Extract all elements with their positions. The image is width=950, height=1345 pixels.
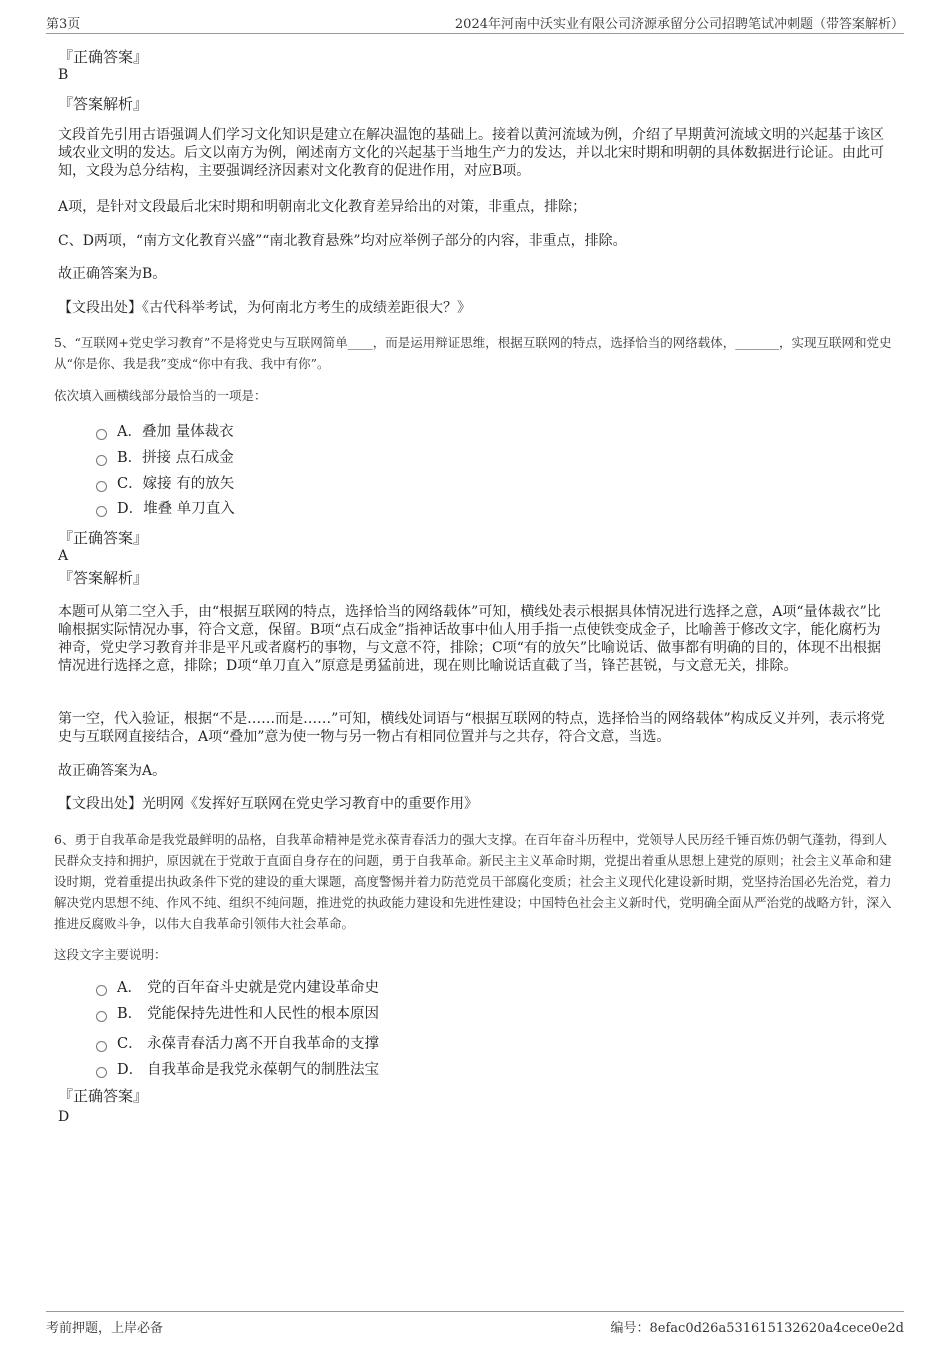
option-text: 叠加 量体裁衣 (141, 424, 234, 440)
q6-prompt: 这段文字主要说明： (54, 947, 167, 962)
radio-icon[interactable] (96, 1011, 107, 1022)
q5-answer-label: 『正确答案』 (58, 529, 149, 547)
option-letter: C． (117, 1036, 143, 1052)
q6-stem: 6、勇于自我革命是我党最鲜明的品格，自我革命精神是党永葆青春活力的强大支撑。在百年奋斗历程中，党领导人民历经千锤百炼仍朝气蓬勃，得到人民群众支持和拥护，原因就在于党敢于直面自身存在的问题，勇于自我革命。新民主主义革命时期，党提出着重从思想上建党的原则；社会主义革命和建设时期，党着重提出执政条件下党的建设的重大课题，高度警惕并着力防范党员干部腐化变质；社会主义现代化建设新时期，党坚持治国必先治党，着力解决党内思想不纯、作风不纯、组织不纯问题，推进党的执政能力建设和先进性建设；中国特色社会主义新时代，党明确全面从严治党的战略方针，深入推进反腐败斗争，以伟大自我革命引领伟大社会革命。 (54, 832, 892, 931)
q5-analysis-paragraph-3: 故正确答案为A。 (58, 763, 167, 779)
q5-stem: 5、“互联网+党史学习教育”不是将党史与互联网简单____，而是运用辩证思维，根据互联网的特点，选择恰当的网络载体，_______，实现互联网和党史从“你是你、我是我”变成“你中有我、我中有你”。 (54, 335, 892, 371)
q5-analysis-paragraph-1: 本题可从第二空入手，由“根据互联网的特点，选择恰当的网络载体”可知，横线处表示根据具体情况进行选择之意，A项“量体裁衣”比喻根据实际情况办事，符合文意，保留。B项“点石成金”指神话故事中仙人用手指一点使铁变成金子，比喻善于修改文字，能化腐朽为神奇，党史学习教育并非是平凡或者腐朽的事物，与文意不符，排除；C项“有的放矢”比喻说话、做事都有明确的目的，体现不出根据情况进行选择之意，排除；D项“单刀直入”原意是勇猛前进，现在则比喻说话直截了当，锋芒甚锐，与文意无关，排除。 (58, 604, 882, 674)
q5-option-c[interactable] (96, 475, 234, 493)
option-text: 拼接 点石成金 (142, 450, 234, 466)
option-letter: D． (117, 1062, 144, 1078)
page-header (46, 13, 904, 34)
document-title: 2024年河南中沃实业有限公司济源承留分公司招聘笔试冲刺题（带答案解析） (454, 17, 904, 32)
q5-answer: A (58, 548, 69, 564)
q4-analysis-paragraph-1: 文段首先引用古语强调人们学习文化知识是建立在解决温饱的基础上。接着以黄河流域为例，介绍了早期黄河流域文明的兴起基于该区域农业文明的发达。后文以南方为例，阐述南方文化的兴起基于当地生产力的发达，并以北宋时期和明朝的具体数据进行论证。由此可知，文段为总分结构，主要强调经济因素对文化教育的促进作用，对应B项。 (58, 127, 884, 179)
radio-icon[interactable] (96, 985, 107, 996)
radio-icon[interactable] (96, 1067, 107, 1078)
option-text: 嫁接 有的放矢 (142, 476, 235, 492)
page-number: 第3页 (46, 17, 81, 32)
radio-icon[interactable] (96, 455, 107, 466)
q5-source: 【文段出处】光明网《发挥好互联网在党史学习教育中的重要作用》 (58, 796, 478, 812)
option-letter: D． (117, 501, 144, 517)
q4-answer: B (58, 67, 69, 83)
q5-prompt: 依次填入画横线部分最恰当的一项是： (54, 388, 267, 403)
option-letter: B． (117, 450, 143, 466)
q4-analysis-paragraph-2: A项，是针对文段最后北宋时期和明朝南北文化教育差异给出的对策，非重点，排除； (58, 199, 587, 215)
document-id: 编号：8efac0d26a531615132620a4cece0e2d (610, 1321, 904, 1336)
q5-analysis-label: 『答案解析』 (58, 569, 149, 587)
option-text: 自我革命是我党永葆朝气的制胜法宝 (147, 1062, 379, 1078)
option-text: 党的百年奋斗史就是党内建设革命史 (147, 980, 379, 996)
q6-option-d[interactable] (96, 1061, 379, 1079)
option-letter: A． (117, 424, 142, 440)
q4-source: 【文段出处】《古代科举考试，为何南北方考生的成绩差距很大？》 (58, 300, 471, 316)
q4-analysis-label: 『答案解析』 (58, 95, 149, 113)
q5-option-a[interactable] (96, 423, 234, 441)
q5-option-d[interactable] (96, 500, 235, 518)
q6-answer-label: 『正确答案』 (58, 1087, 149, 1105)
q6-answer: D (58, 1109, 70, 1125)
q4-answer-label: 『正确答案』 (58, 48, 149, 66)
option-letter: B． (117, 1006, 143, 1022)
q4-analysis-paragraph-3: C、D两项，“南方文化教育兴盛”“南北教育悬殊”均对应举例子部分的内容，非重点，排除。 (58, 233, 627, 249)
q5-analysis-paragraph-2: 第一空，代入验证，根据“不是……而是……”可知，横线处词语与“根据互联网的特点，选择恰当的网络载体”构成反义并列，表示将党史与互联网直接结合，A项“叠加”意为使一物与另一物占有相同位置并与之共存，符合文意，当选。 (58, 711, 885, 745)
radio-icon[interactable] (96, 506, 107, 517)
q6-option-b[interactable] (96, 1005, 379, 1023)
q6-option-c[interactable] (96, 1035, 379, 1053)
page-footer (46, 1311, 904, 1336)
option-text: 永葆青春活力离不开自我革命的支撑 (147, 1036, 379, 1052)
radio-icon[interactable] (96, 481, 107, 492)
radio-icon[interactable] (96, 1041, 107, 1052)
option-letter: C． (117, 476, 143, 492)
option-letter: A． (117, 980, 142, 996)
radio-icon[interactable] (96, 429, 107, 440)
footer-slogan: 考前押题，上岸必备 (46, 1321, 164, 1336)
q4-analysis-paragraph-4: 故正确答案为B。 (58, 266, 167, 282)
option-text: 堆叠 单刀直入 (143, 501, 235, 517)
option-text: 党能保持先进性和人民性的根本原因 (147, 1006, 379, 1022)
q5-option-b[interactable] (96, 449, 234, 467)
q6-option-a[interactable] (96, 979, 379, 997)
